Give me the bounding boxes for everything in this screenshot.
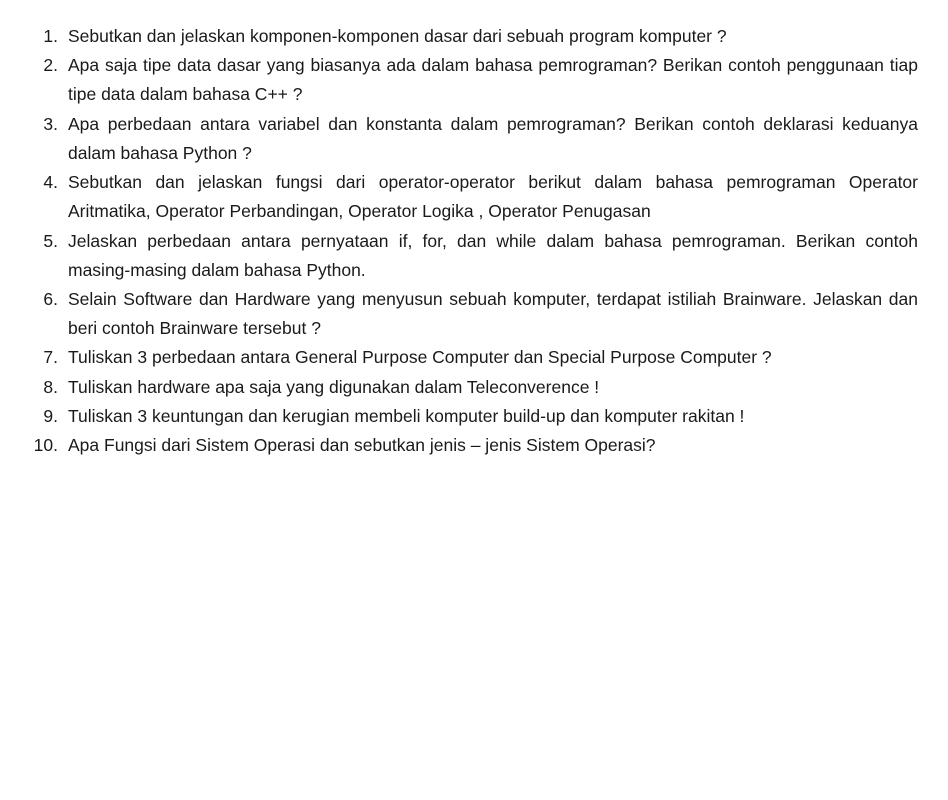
question-number: 8.	[43, 376, 58, 397]
question-number: 4.	[43, 172, 58, 193]
question-item	[30, 51, 918, 109]
question-item	[30, 168, 918, 226]
question-text: Apa perbedaan antara variabel dan konstanta dalam pemrograman? Berikan contoh deklarasi keduanya dalam bahasa Python ?	[68, 113, 918, 163]
question-text: Tuliskan hardware apa saja yang digunakan dalam Teleconverence !	[68, 376, 600, 397]
question-text: Selain Software dan Hardware yang menyusun sebuah komputer, terdapat istiliah Brainware. Jelaskan dan beri contoh Brainware tersebut ?	[68, 288, 918, 339]
question-number: 1.	[43, 26, 58, 46]
question-text: Apa Fungsi dari Sistem Operasi dan sebutkan jenis – jenis Sistem Operasi?	[68, 435, 656, 456]
question-item	[30, 227, 918, 285]
question-number: 3.	[43, 113, 58, 134]
question-item	[30, 373, 918, 402]
question-item	[30, 110, 918, 168]
question-text: Sebutkan dan jelaskan fungsi dari operator-operator berikut dalam bahasa pemrograman Operator Aritmatika, Operator Perbandingan, Operator Logika , Operator Penugasan	[68, 172, 918, 222]
question-number: 9.	[43, 405, 58, 426]
question-text: Tuliskan 3 perbedaan antara General Purpose Computer dan Special Purpose Computer ?	[68, 347, 772, 368]
question-item	[30, 431, 918, 460]
question-number: 10.	[33, 435, 58, 456]
question-text: Tuliskan 3 keuntungan dan kerugian membeli komputer build-up dan komputer rakitan !	[68, 405, 745, 426]
question-item	[30, 343, 918, 372]
question-item	[30, 402, 918, 431]
question-item	[30, 22, 918, 51]
question-text: Sebutkan dan jelaskan komponen-komponen dasar dari sebuah program komputer ?	[68, 26, 727, 46]
question-text: Apa saja tipe data dasar yang biasanya ada dalam bahasa pemrograman? Berikan contoh penggunaan tiap tipe data dalam bahasa C++ ?	[68, 55, 918, 105]
question-number: 5.	[43, 230, 58, 251]
question-number: 2.	[43, 55, 58, 76]
question-list	[30, 22, 918, 460]
question-number: 7.	[43, 347, 58, 368]
question-item	[30, 285, 918, 343]
question-text: Jelaskan perbedaan antara pernyataan if, for, dan while dalam bahasa pemrograman. Berikan contoh masing-masing dalam bahasa Python.	[68, 230, 918, 280]
question-number: 6.	[43, 288, 58, 309]
